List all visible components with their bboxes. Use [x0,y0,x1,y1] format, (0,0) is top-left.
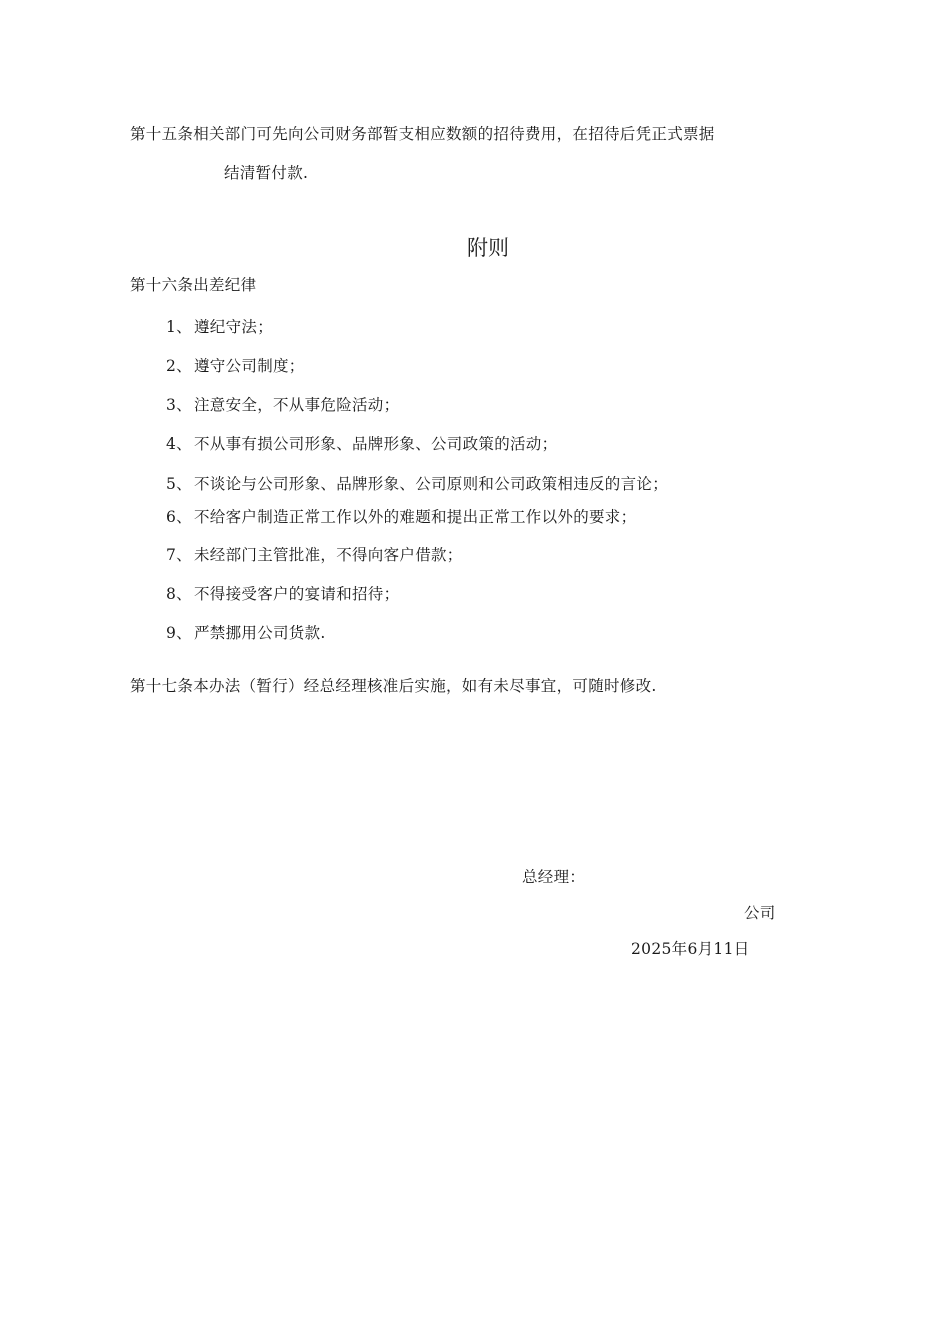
article-17: 第十七条本办法（暂行）经总经理核准后实施，如有未尽事宜，可随时修改. [130,677,657,695]
list-item-text: 不给客户制造正常工作以外的难题和提出正常工作以外的要求； [194,508,637,526]
list-item-text: 不从事有损公司形象、品牌形象、公司政策的活动； [194,435,558,453]
list-item-number: 6、 [166,508,192,526]
list-item [166,474,668,494]
list-item [166,545,463,565]
list-item-text: 遵纪守法； [194,318,274,336]
list-item-number: 2、 [166,357,192,375]
list-item-text: 不谈论与公司形象、品牌形象、公司原则和公司政策相违反的言论； [194,475,669,493]
list-item-number: 8、 [166,585,192,603]
list-item [166,395,399,415]
document-date: 2025年6月11日 [631,940,750,958]
list-item [166,507,636,527]
list-item [166,434,557,454]
list-item-number: 3、 [166,396,192,414]
list-item-number: 9、 [166,624,192,642]
list-item [166,356,305,376]
list-item [166,317,273,337]
company-name: 公司 [744,904,776,922]
list-item [166,623,326,643]
list-item-number: 1、 [166,318,192,336]
list-item-number: 5、 [166,475,192,493]
list-item [166,584,399,604]
article-15-line-2: 结清暂付款. [224,164,309,182]
list-item-text: 未经部门主管批准，不得向客户借款； [194,546,463,564]
article-16-title: 第十六条出差纪律 [130,276,257,294]
list-item-text: 遵守公司制度； [194,357,305,375]
list-item-text: 不得接受客户的宴请和招待； [194,585,400,603]
manager-signature-label: 总经理： [522,868,586,886]
appendix-heading: 附则 [467,236,509,260]
article-15-line-1: 第十五条相关部门可先向公司财务部暂支相应数额的招待费用，在招待后凭正式票据 [130,125,715,143]
list-item-number: 4、 [166,435,192,453]
list-item-number: 7、 [166,546,192,564]
list-item-text: 严禁挪用公司货款. [194,624,326,642]
list-item-text: 注意安全，不从事危险活动； [194,396,400,414]
